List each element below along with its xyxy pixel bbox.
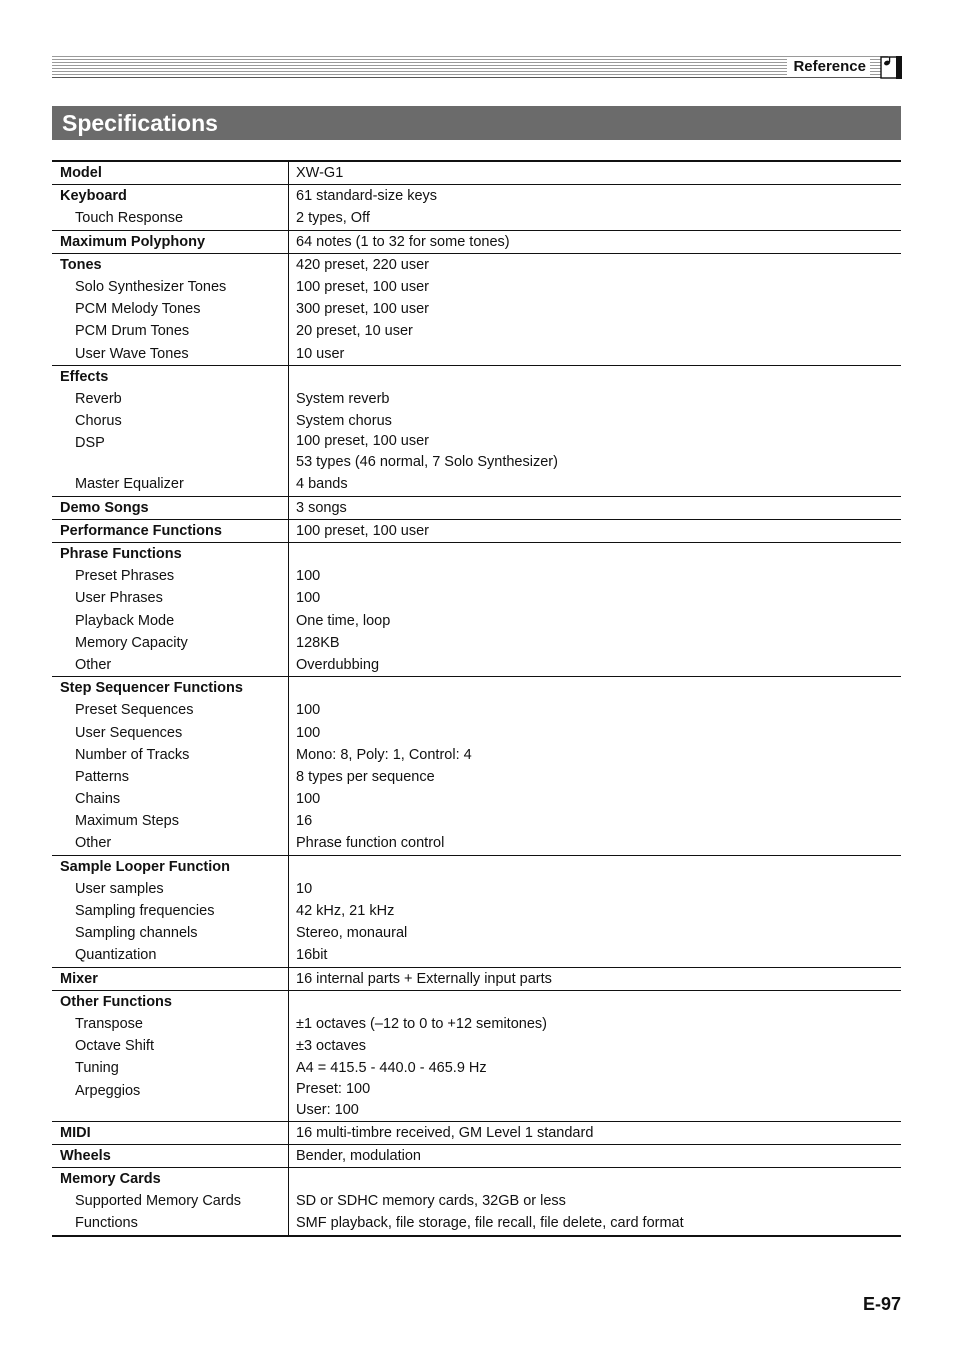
spec-group	[52, 855, 901, 967]
spec-item-value: Mono: 8, Poly: 1, Control: 4	[296, 746, 472, 763]
spec-item-value: 16	[296, 813, 313, 830]
spec-item-value: 4 bands	[296, 476, 348, 493]
spec-item-value: ±3 octaves	[296, 1038, 367, 1055]
spec-item-value: Phrase function control	[296, 835, 445, 852]
spec-item-label: PCM Melody Tones	[75, 301, 201, 318]
spec-item-label: Other	[75, 656, 112, 673]
spec-heading: Wheels	[60, 1147, 111, 1164]
spec-heading: Maximum Polyphony	[60, 233, 206, 250]
spec-item-value: Preset: 100	[296, 1080, 371, 1097]
spec-group	[52, 365, 901, 496]
spec-item-value	[296, 543, 901, 565]
spec-value-cell	[289, 230, 902, 253]
spec-item-value-continued: 53 types (46 normal, 7 Solo Synthesizer)	[296, 454, 558, 471]
spec-value-cell	[289, 543, 902, 677]
spec-heading: Demo Songs	[60, 499, 149, 516]
spec-item-value: 100 preset, 100 user	[296, 433, 430, 450]
spec-item-value: 10	[296, 880, 313, 897]
spec-item-value: 100 preset, 100 user	[296, 522, 430, 539]
spec-group	[52, 519, 901, 542]
spec-heading: Phrase Functions	[60, 546, 182, 562]
spec-item-value	[296, 1168, 901, 1190]
spec-item-label: DSP	[75, 435, 105, 452]
spec-label-cell	[52, 185, 289, 230]
spec-item-label: Maximum Steps	[75, 813, 179, 830]
spec-item-label: Sampling frequencies	[75, 903, 215, 919]
spec-heading: Tones	[60, 256, 102, 273]
spec-item-label: User Wave Tones	[75, 345, 189, 362]
spec-item-value: Stereo, monaural	[296, 925, 408, 942]
spec-group	[52, 990, 901, 1121]
spec-value-cell	[289, 496, 902, 519]
spec-heading: Memory Cards	[60, 1171, 161, 1188]
page-title: Specifications	[62, 110, 218, 136]
section-label: Reference	[787, 58, 870, 75]
spec-item-label: Arpeggios	[75, 1082, 141, 1099]
spec-label-cell	[52, 161, 289, 185]
spec-item-value: 100	[296, 590, 321, 607]
spec-value-cell	[289, 519, 902, 542]
spec-item-value	[296, 991, 901, 1013]
spec-heading: Step Sequencer Functions	[60, 680, 243, 697]
music-note-icon	[880, 56, 902, 79]
spec-item-value	[296, 366, 901, 388]
spec-heading: Performance Functions	[60, 522, 222, 539]
page-number: E-97	[862, 1294, 901, 1314]
spec-item-label: User samples	[75, 880, 164, 897]
spec-item-value: 20 preset, 10 user	[296, 323, 413, 340]
spec-label-cell	[52, 967, 289, 990]
spec-item-value: System chorus	[296, 413, 392, 430]
spec-item-label: Octave Shift	[75, 1038, 154, 1055]
spec-label-cell	[52, 677, 289, 856]
spec-item-value: 8 types per sequence	[296, 768, 435, 785]
spec-item-value: 16 internal parts + Externally input parts	[296, 970, 552, 987]
spec-item-label: PCM Drum Tones	[75, 323, 190, 340]
spec-label-cell	[52, 496, 289, 519]
spec-heading: Mixer	[60, 970, 98, 987]
spec-item-value: 128KB	[296, 634, 340, 651]
spec-item-value-continued: User: 100	[296, 1101, 359, 1118]
spec-heading: MIDI	[60, 1124, 91, 1141]
spec-value-cell	[289, 990, 902, 1121]
spec-item-value: Bender, modulation	[296, 1147, 421, 1164]
spec-group	[52, 1121, 901, 1144]
spec-item-label: Preset Phrases	[75, 568, 175, 585]
spec-label-cell	[52, 230, 289, 253]
spec-item-value: ±1 octaves (–12 to 0 to +12 semitones)	[296, 1015, 547, 1032]
spec-group	[52, 543, 901, 677]
spec-label-cell	[52, 1168, 289, 1236]
spec-item-value: 3 songs	[296, 499, 347, 516]
spec-item-label: Master Equalizer	[75, 476, 184, 493]
spec-item-value: 61 standard-size keys	[296, 188, 438, 205]
header-rule	[52, 56, 888, 78]
spec-item-value: 100	[296, 568, 321, 585]
spec-label-cell	[52, 1144, 289, 1167]
spec-item-value: A4 = 415.5 - 440.0 - 465.9 Hz	[296, 1060, 487, 1077]
spec-heading: Other Functions	[60, 993, 172, 1010]
spec-item-label: Number of Tracks	[75, 746, 190, 763]
spec-group	[52, 1144, 901, 1167]
spec-item-value: 300 preset, 100 user	[296, 301, 430, 318]
spec-item-label: Other	[75, 835, 112, 852]
spec-item-value: SD or SDHC memory cards, 32GB or less	[296, 1193, 566, 1210]
spec-value-cell	[289, 161, 902, 185]
spec-item-label: Touch Response	[75, 210, 184, 227]
spec-group	[52, 230, 901, 253]
spec-item-label: Chorus	[75, 413, 122, 430]
spec-item-value: XW-G1	[296, 165, 344, 181]
spec-value-cell	[289, 967, 902, 990]
spec-item-value: 100 preset, 100 user	[296, 278, 430, 295]
spec-value-cell	[289, 365, 902, 496]
spec-group	[52, 1168, 901, 1236]
spec-item-label: User Sequences	[75, 724, 183, 741]
spec-item-label: Reverb	[75, 390, 122, 407]
spec-value-cell	[289, 1168, 902, 1236]
spec-group	[52, 161, 901, 185]
spec-item-label: Supported Memory Cards	[75, 1193, 242, 1210]
spec-item-value	[296, 677, 901, 699]
spec-item-value: 100	[296, 724, 321, 741]
spec-item-label: Patterns	[75, 768, 129, 785]
spec-item-value: 100	[296, 702, 321, 719]
spec-heading: Model	[60, 165, 102, 181]
spec-item-value: 420 preset, 220 user	[296, 256, 430, 273]
spec-group	[52, 253, 901, 365]
spec-item-value: 16 multi-timbre received, GM Level 1 standard	[296, 1124, 594, 1141]
title-bar	[52, 106, 901, 140]
spec-item-label: Quantization	[75, 947, 157, 964]
spec-spacer	[52, 454, 288, 473]
spec-label-cell	[52, 519, 289, 542]
spec-label-cell	[52, 365, 289, 496]
spec-label-cell	[52, 1121, 289, 1144]
spec-heading: Keyboard	[60, 188, 127, 205]
spec-group	[52, 677, 901, 856]
spec-item-label: User Phrases	[75, 590, 163, 607]
spec-item-label: Playback Mode	[75, 612, 175, 629]
spec-item-label: Tuning	[75, 1060, 119, 1077]
spec-item-value: 2 types, Off	[296, 210, 370, 227]
spec-item-label: Transpose	[75, 1015, 143, 1032]
spec-label-cell	[52, 543, 289, 677]
spec-item-label: Chains	[75, 791, 121, 808]
spec-label-cell	[52, 855, 289, 967]
spec-value-cell	[289, 1121, 902, 1144]
spec-item-label: Functions	[75, 1215, 138, 1232]
spec-item-value: 42 kHz, 21 kHz	[296, 903, 395, 919]
spec-label-cell	[52, 990, 289, 1121]
spec-value-cell	[289, 1144, 902, 1167]
spec-item-value: SMF playback, file storage, file recall, file delete, card format	[296, 1215, 684, 1232]
spec-item-value: One time, loop	[296, 612, 391, 629]
spec-item-value: Overdubbing	[296, 656, 380, 673]
spec-value-cell	[289, 677, 902, 856]
spec-value-cell	[289, 185, 902, 230]
spec-value-cell	[289, 855, 902, 967]
spec-item-label: Solo Synthesizer Tones	[75, 278, 227, 295]
spec-item-value: 10 user	[296, 345, 345, 362]
spec-heading: Sample Looper Function	[60, 858, 230, 875]
spec-item-value: 64 notes (1 to 32 for some tones)	[296, 233, 510, 250]
spec-item-value: System reverb	[296, 390, 390, 407]
spec-item-label: Preset Sequences	[75, 702, 194, 719]
spec-item-value: 16bit	[296, 947, 328, 964]
spec-value-cell	[289, 253, 902, 365]
spec-spacer	[52, 1102, 288, 1121]
spec-item-value: 100	[296, 791, 321, 808]
spec-group	[52, 496, 901, 519]
specifications-table	[52, 160, 901, 1237]
spec-heading: Effects	[60, 368, 109, 385]
spec-group	[52, 185, 901, 230]
spec-item-label: Sampling channels	[75, 925, 198, 942]
spec-group	[52, 967, 901, 990]
spec-label-cell	[52, 253, 289, 365]
spec-item-value	[296, 856, 901, 878]
spec-item-label: Memory Capacity	[75, 634, 188, 651]
